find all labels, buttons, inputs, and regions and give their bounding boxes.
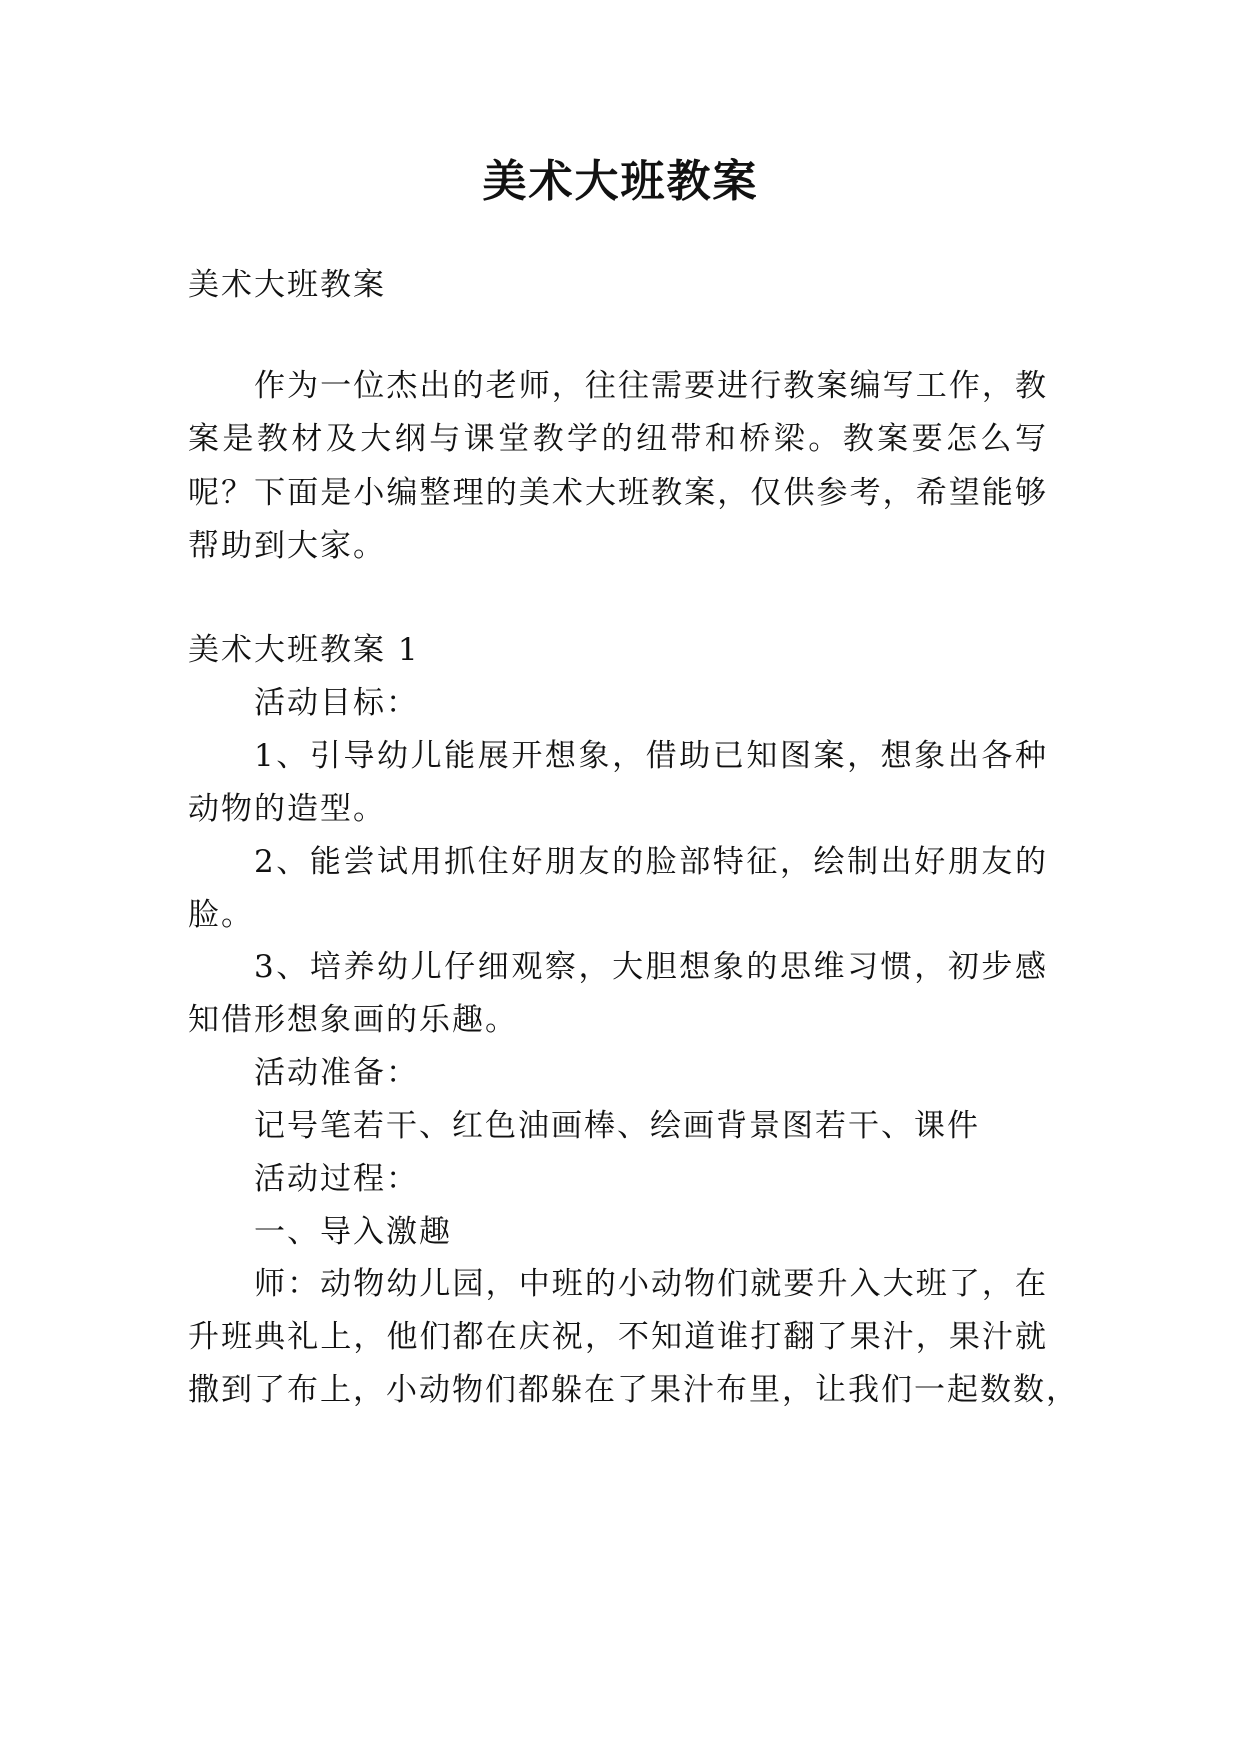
goal-2-line-1: 2、能尝试用抓住好朋友的脸部特征，绘制出好朋友的 xyxy=(254,844,1048,880)
step-1-heading: 一、导入激趣 xyxy=(254,1214,452,1250)
goal-3-line-2: 知借形想象画的乐趣。 xyxy=(188,1002,518,1038)
doc-heading: 美术大班教案 xyxy=(188,267,386,303)
intro-line-4: 帮助到大家。 xyxy=(188,528,386,564)
prep-heading: 活动准备： xyxy=(254,1055,419,1091)
teacher-line-2: 升班典礼上，他们都在庆祝，不知道谁打翻了果汁，果汁就 xyxy=(188,1319,1048,1355)
document-title: 美术大班教案 xyxy=(482,156,759,207)
goal-2-line-2: 脸。 xyxy=(188,897,254,933)
section-title: 美术大班教案 1 xyxy=(188,632,420,668)
teacher-line-3: 撒到了布上，小动物们都躲在了果汁布里，让我们一起数数， xyxy=(188,1372,1079,1408)
intro-line-2: 案是教材及大纲与课堂教学的纽带和桥梁。教案要怎么写 xyxy=(188,421,1048,457)
teacher-line-1: 师：动物幼儿园，中班的小动物们就要升入大班了，在 xyxy=(254,1266,1048,1302)
goal-heading: 活动目标： xyxy=(254,685,419,721)
goal-3-line-1: 3、培养幼儿仔细观察，大胆想象的思维习惯，初步感 xyxy=(254,949,1048,985)
goal-1-line-2: 动物的造型。 xyxy=(188,791,386,827)
goal-1-line-1: 1、引导幼儿能展开想象，借助已知图案，想象出各种 xyxy=(254,738,1048,774)
intro-line-3: 呢？下面是小编整理的美术大班教案，仅供参考，希望能够 xyxy=(188,475,1048,511)
process-heading: 活动过程： xyxy=(254,1161,419,1197)
intro-line-1: 作为一位杰出的老师，往往需要进行教案编写工作，教 xyxy=(254,368,1048,404)
prep-items: 记号笔若干、红色油画棒、绘画背景图若干、课件 xyxy=(254,1108,980,1144)
